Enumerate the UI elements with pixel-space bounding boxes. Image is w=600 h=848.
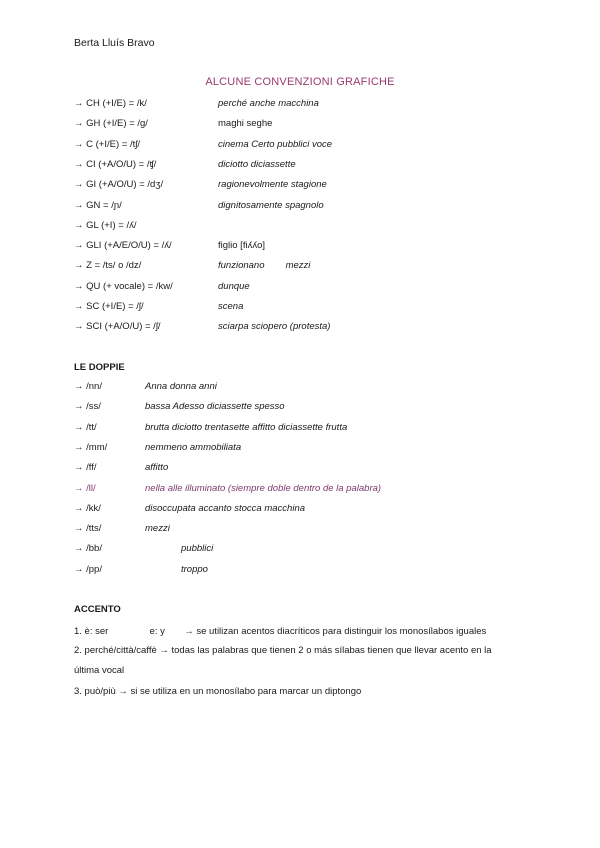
doppie-rule: → /kk/ — [74, 502, 101, 514]
doppie-rule: → /tts/ — [74, 523, 102, 535]
rule-example: perché anche macchina — [218, 98, 319, 109]
doppie-row — [74, 461, 169, 475]
rule-example: dignitosamente spagnolo — [218, 199, 324, 211]
accento-item-3: 3. può/più → si se utiliza en un monosílabo para marcar un diptongo — [74, 686, 362, 697]
doppie-row — [74, 441, 242, 455]
rule-row — [74, 178, 327, 192]
doppie-heading: LE DOPPIE — [74, 362, 125, 373]
accento-heading: ACCENTO — [74, 604, 121, 615]
doppie-row — [74, 400, 285, 414]
doppie-rule: → /nn/ — [74, 381, 102, 392]
rule-text: → QU (+ vocale) = /kw/ — [74, 280, 173, 292]
rule-row — [74, 117, 273, 131]
rule-row — [74, 219, 136, 233]
accento-item-1-a: 1. è: ser — [74, 626, 109, 637]
rule-text: → SC (+I/E) = /ʃ/ — [74, 301, 144, 312]
rule-row — [74, 138, 333, 152]
doppie-example: bassa Adesso diciassette spesso — [145, 401, 285, 413]
doppie-row — [74, 482, 382, 496]
rule-example: cinema Certo pubblici voce — [218, 138, 333, 150]
doppie-rule: → /ll/ — [74, 482, 96, 494]
doppie-example: brutta diciotto trentasette affitto diciassette frutta — [145, 421, 348, 433]
rule-example: funzionano mezzi — [218, 260, 311, 272]
doppie-row — [74, 380, 217, 394]
accento-item-1-c: → se utilizan acentos diacríticos para distinguir los monosílabos iguales — [184, 626, 487, 637]
rule-text: → GN = /ɲ/ — [74, 199, 122, 211]
rule-example: ragionevolmente stagione — [218, 179, 327, 191]
doppie-rule: → /ss/ — [74, 401, 101, 413]
accento-item-1 — [74, 626, 486, 637]
author-name: Berta Lluís Bravo — [74, 37, 155, 49]
rule-example: maghi seghe — [218, 118, 273, 130]
doppie-example: disoccupata accanto stocca macchina — [145, 502, 306, 514]
rule-row — [74, 158, 296, 172]
doppie-rule: → /pp/ — [74, 563, 102, 575]
rule-text: → CH (+I/E) = /k/ — [74, 98, 147, 109]
rule-text: → Z = /ts/ o /dz/ — [74, 260, 142, 272]
rule-row — [74, 199, 324, 213]
doppie-row — [74, 542, 214, 556]
doppie-row — [74, 563, 208, 577]
rule-text: → GH (+I/E) = /g/ — [74, 118, 148, 130]
doppie-rule: → /ff/ — [74, 462, 97, 474]
rule-text: → GLI (+A/E/O/U) = /ʎ/ — [74, 240, 172, 252]
rule-row — [74, 97, 319, 111]
doppie-example: Anna donna anni — [145, 381, 217, 392]
rule-example: scena — [218, 301, 244, 312]
doppie-rule: → /bb/ — [74, 543, 102, 555]
rule-text: → SCI (+A/O/U) = /ʃ/ — [74, 321, 161, 333]
doppie-example: affitto — [145, 462, 169, 474]
doppie-example: troppo — [181, 563, 208, 575]
rule-example: diciotto diciassette — [218, 158, 296, 170]
doppie-example: pubblici — [181, 543, 214, 555]
doppie-row — [74, 502, 306, 516]
rule-text: → CI (+A/O/U) = /ʧ/ — [74, 158, 157, 170]
rule-example: sciarpa sciopero (protesta) — [218, 321, 331, 333]
doppie-example: nella alle illuminato (siempre doble dentro de la palabra) — [145, 482, 382, 494]
rule-text: → C (+I/E) = /tʃ/ — [74, 138, 140, 150]
doppie-rule: → /tt/ — [74, 421, 97, 433]
rule-row — [74, 320, 331, 334]
accento-item-1-b: e: y — [149, 626, 165, 637]
rule-row — [74, 239, 265, 253]
rule-row — [74, 259, 311, 273]
doppie-example: mezzi — [145, 523, 170, 535]
rule-row — [74, 300, 244, 314]
doppie-example: nemmeno ammobiliata — [145, 441, 242, 453]
rule-text: → GI (+A/O/U) = /dʒ/ — [74, 179, 164, 191]
rule-example: figlio [fiʎʎo] — [218, 240, 265, 252]
rule-row — [74, 280, 250, 294]
page-title: ALCUNE CONVENZIONI GRAFICHE — [205, 76, 395, 88]
doppie-row — [74, 522, 170, 536]
rule-example: dunque — [218, 280, 250, 292]
accento-item-2: 2. perché/città/caffè → todas las palabras que tienen 2 o más sílabas tienen que llevar acento en la última vocal — [74, 645, 492, 676]
doppie-rule: → /mm/ — [74, 441, 108, 453]
rule-text: → GL (+I) = /ʎ/ — [74, 219, 137, 231]
doppie-row — [74, 421, 348, 435]
